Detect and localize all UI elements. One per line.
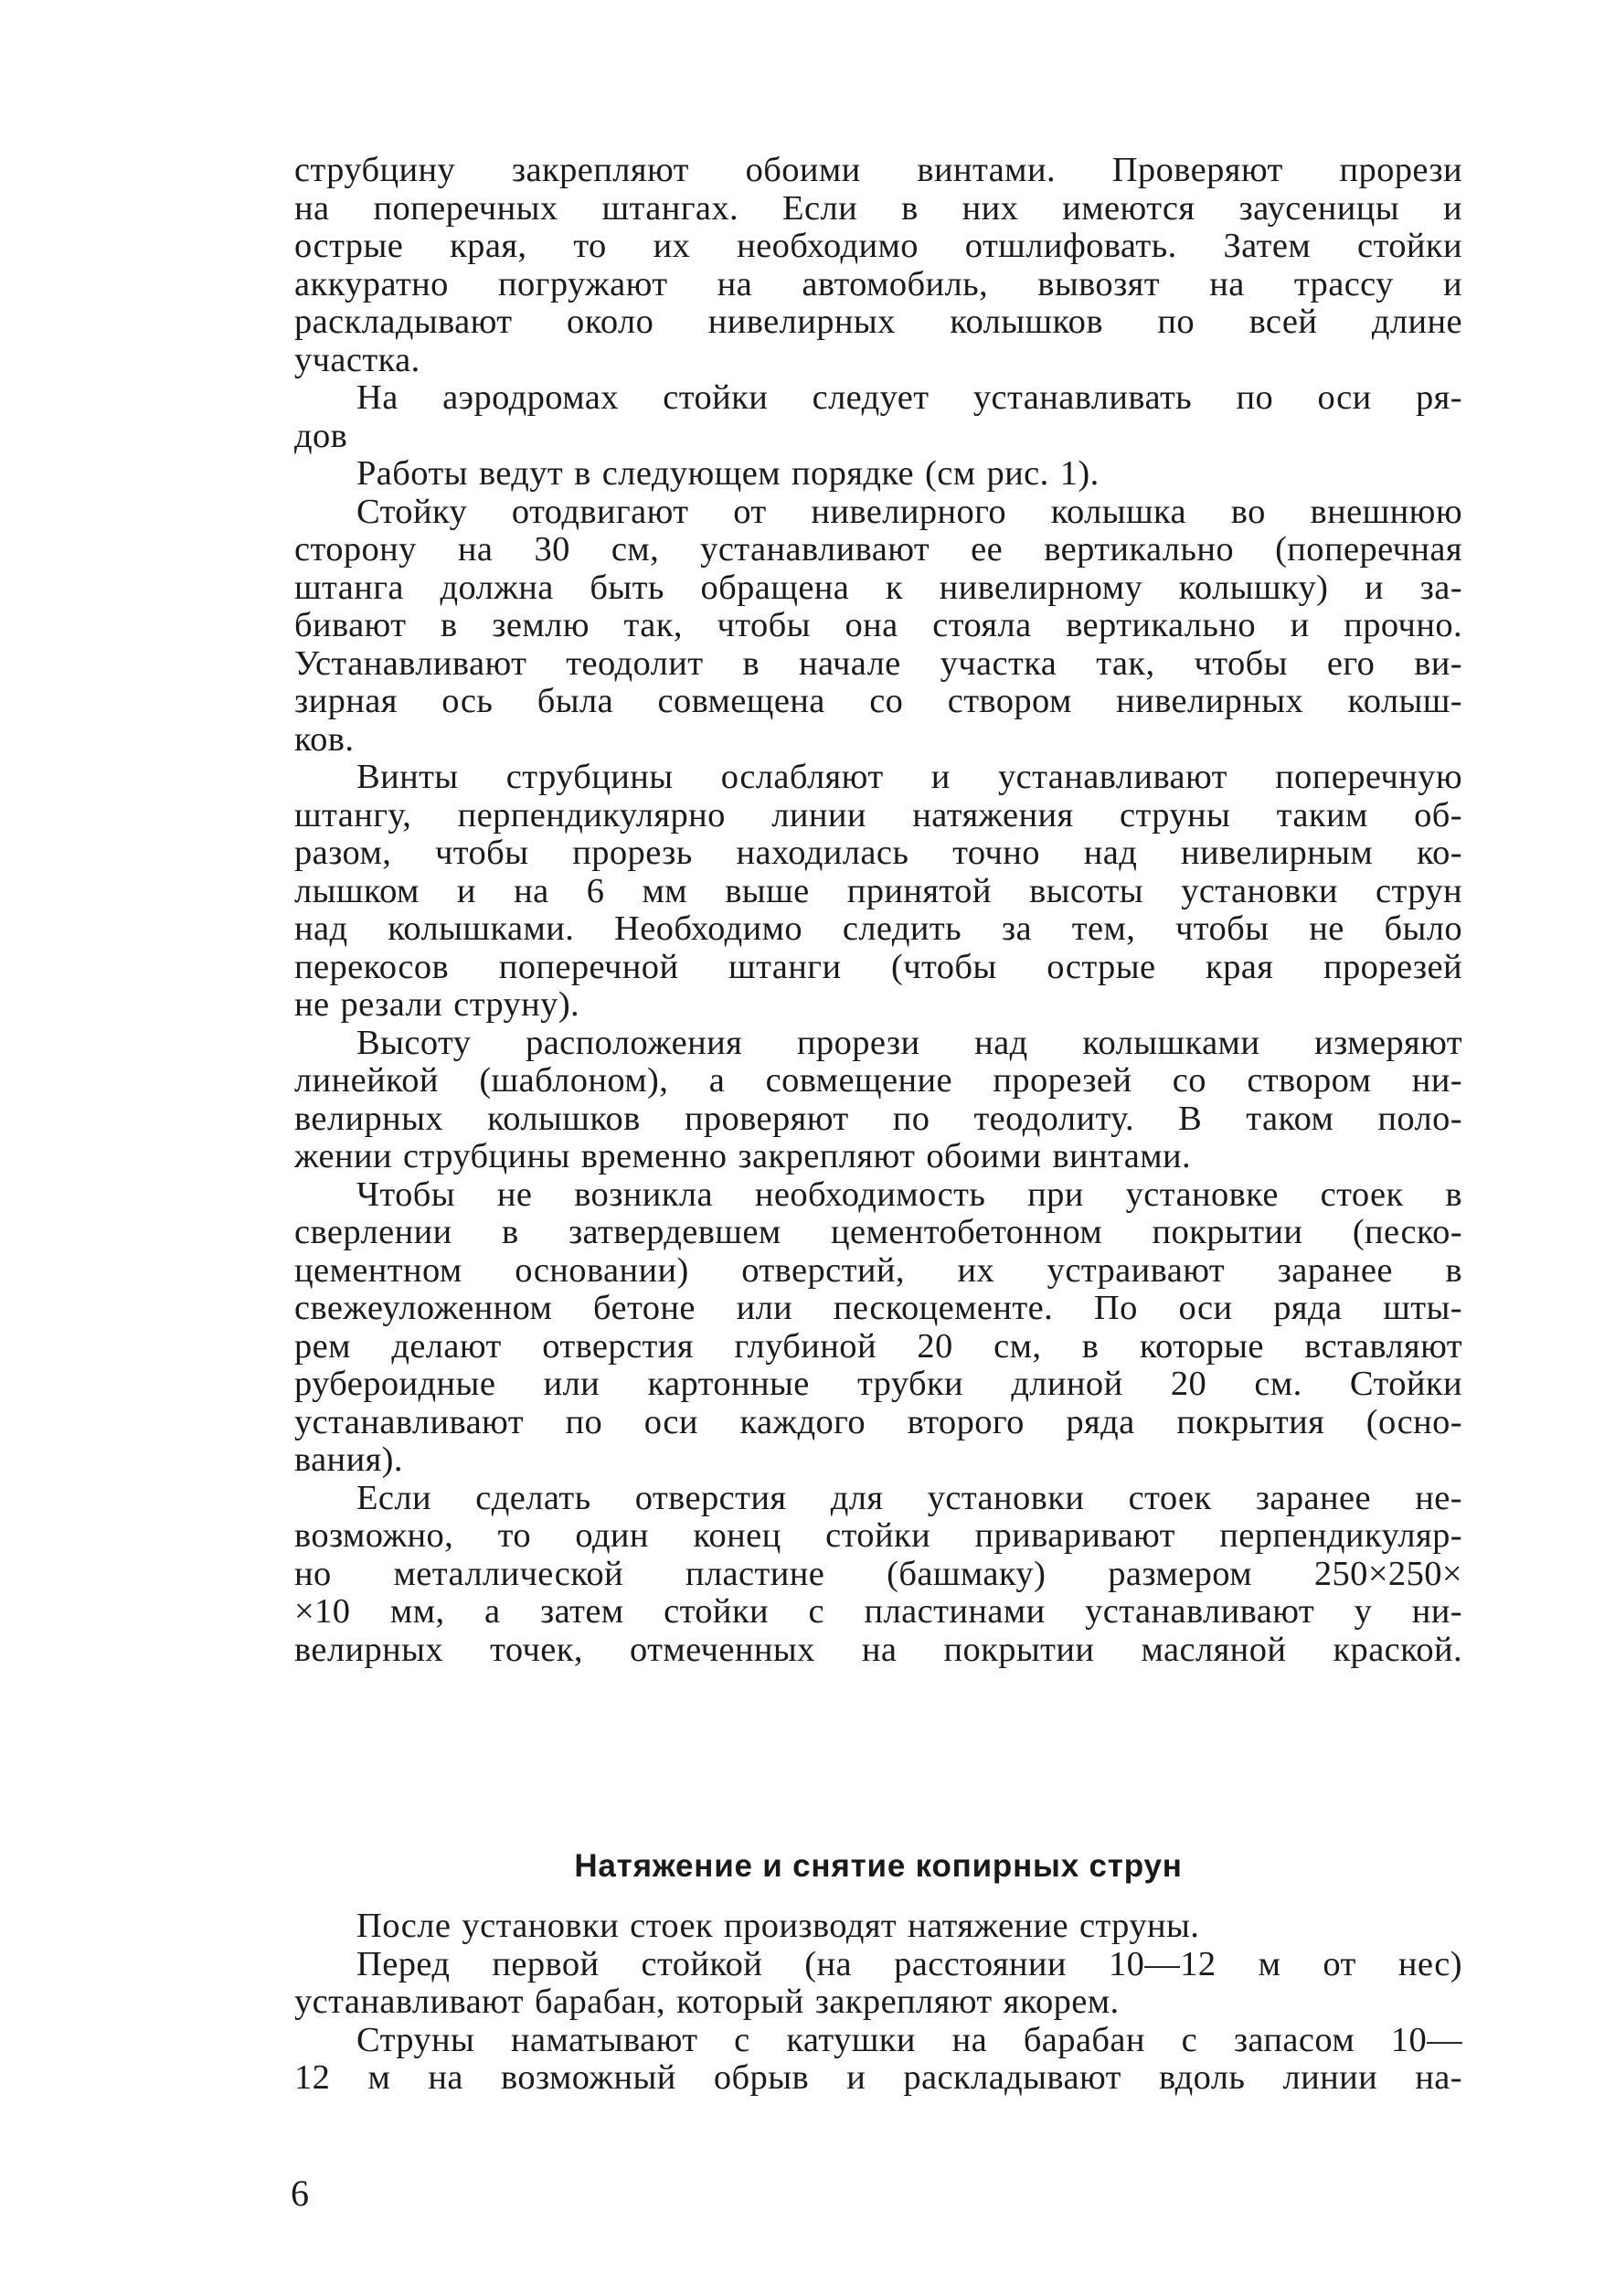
text-line: разом, чтобы прорезь находилась точно над нивелирным ко- — [294, 834, 1462, 872]
page-number: 6 — [291, 2173, 309, 2214]
text-line: На аэродромах стойки следует устанавливать по оси ря- — [356, 379, 1462, 417]
paragraph-8 — [294, 1480, 1462, 1670]
paragraph-7 — [294, 1176, 1462, 1480]
paragraph-11 — [294, 2022, 1462, 2098]
text-line: острые края, то их необходимо отшлифовать. Затем стойки — [294, 228, 1462, 265]
paragraph-3 — [294, 455, 1462, 494]
text-line: на поперечных штангах. Если в них имеются заусеницы и — [294, 189, 1462, 228]
text-line: После установки стоек производят натяжение струны. — [356, 1908, 1200, 1945]
text-line: лышком и на 6 мм выше принятой высоты установки струн — [294, 872, 1462, 910]
text-line: Если сделать отверстия для установки стоек заранее не- — [356, 1479, 1462, 1517]
text-line: велирных точек, отмеченных на покрытии масляной краской. — [294, 1631, 1462, 1669]
text-line: рубероидные или картонные трубки длиной 20 см. Стойки — [294, 1366, 1462, 1403]
paragraph-4 — [294, 494, 1462, 760]
text-line: ков. — [294, 720, 355, 759]
text-line: сторону на 30 см, устанавливают ее вертикально (поперечная — [294, 531, 1462, 569]
paragraph-5 — [294, 759, 1462, 1025]
text-line: Устанавливают теодолит в начале участка так, чтобы его ви- — [294, 644, 1462, 683]
body-text-upper — [294, 152, 1462, 1669]
text-line: 12 м на возможный обрыв и раскладывают вдоль линии на- — [294, 2059, 1462, 2097]
text-line: Струны наматывают с катушки на барабан с запасом 10— — [356, 2021, 1462, 2059]
text-line: участка. — [294, 341, 420, 379]
text-line: вания). — [294, 1441, 403, 1479]
text-line: велирных колышков проверяют по теодолиту. В таком поло- — [294, 1100, 1462, 1138]
text-line: Чтобы не возникла необходимость при установке стоек в — [356, 1175, 1462, 1214]
text-line: аккуратно погружают на автомобиль, вывозят на трассу и — [294, 265, 1462, 303]
text-line: устанавливают барабан, который закрепляют якорем. — [294, 1983, 1120, 2021]
text-line: цементном основании) отверстий, их устраивают заранее в — [294, 1251, 1462, 1290]
text-line: не резали струну). — [294, 986, 580, 1024]
paragraph-9 — [294, 1908, 1462, 1946]
text-line: Работы ведут в следующем порядке (см рис. 1). — [356, 455, 1100, 493]
text-line: штанга должна быть обращена к нивелирному колышку) и за- — [294, 569, 1462, 607]
text-line: рем делают отверстия глубиной 20 см, в которые вставляют — [294, 1327, 1462, 1366]
text-line: сверлении в затвердевшем цементобетонном покрытии (песко- — [294, 1214, 1462, 1251]
text-line: струбцину закрепляют обоими винтами. Проверяют прорези — [294, 152, 1462, 189]
paragraph-2 — [294, 379, 1462, 455]
text-line: ×10 мм, а затем стойки с пластинами устанавливают у ни- — [294, 1593, 1462, 1631]
text-line: но металлической пластине (башмаку) размером 250×250× — [294, 1555, 1462, 1593]
body-text-lower — [294, 1908, 1462, 2098]
text-line: возможно, то один конец стойки приваривают перпендикуляр- — [294, 1517, 1462, 1555]
text-line: Стойку отодвигают от нивелирного колышка во внешнюю — [356, 493, 1462, 531]
section-heading: Натяжение и снятие копирных струн — [574, 1848, 1183, 1884]
paragraph-10 — [294, 1946, 1462, 2022]
text-line: жении струбцины временно закрепляют обоими винтами. — [294, 1138, 1192, 1175]
text-line: штангу, перпендикулярно линии натяжения струны таким об- — [294, 796, 1462, 834]
text-line: зирная ось была совмещена со створом нивелирных колыш- — [294, 683, 1462, 720]
paragraph-6 — [294, 1025, 1462, 1176]
text-line: дов — [294, 417, 348, 455]
text-line: над колышками. Необходимо следить за тем, чтобы не было — [294, 910, 1462, 948]
text-line: Винты струбцины ослабляют и устанавливают поперечную — [356, 759, 1462, 796]
text-line: раскладывают около нивелирных колышков по всей длине — [294, 303, 1462, 341]
text-line: линейкой (шаблоном), а совмещение прорезей со створом ни- — [294, 1062, 1462, 1100]
text-line: устанавливают по оси каждого второго ряда покрытия (осно- — [294, 1403, 1462, 1441]
text-line: Перед первой стойкой (на расстоянии 10—12 м от нес) — [356, 1945, 1462, 1983]
text-line: Высоту расположения прорези над колышками измеряют — [356, 1024, 1462, 1062]
paragraph-1 — [294, 152, 1462, 379]
text-line: бивают в землю так, чтобы она стояла вертикально и прочно. — [294, 607, 1462, 644]
text-line: перекосов поперечной штанги (чтобы острые края прорезей — [294, 948, 1462, 986]
text-line: свежеуложенном бетоне или пескоцементе. По оси ряда шты- — [294, 1290, 1462, 1327]
